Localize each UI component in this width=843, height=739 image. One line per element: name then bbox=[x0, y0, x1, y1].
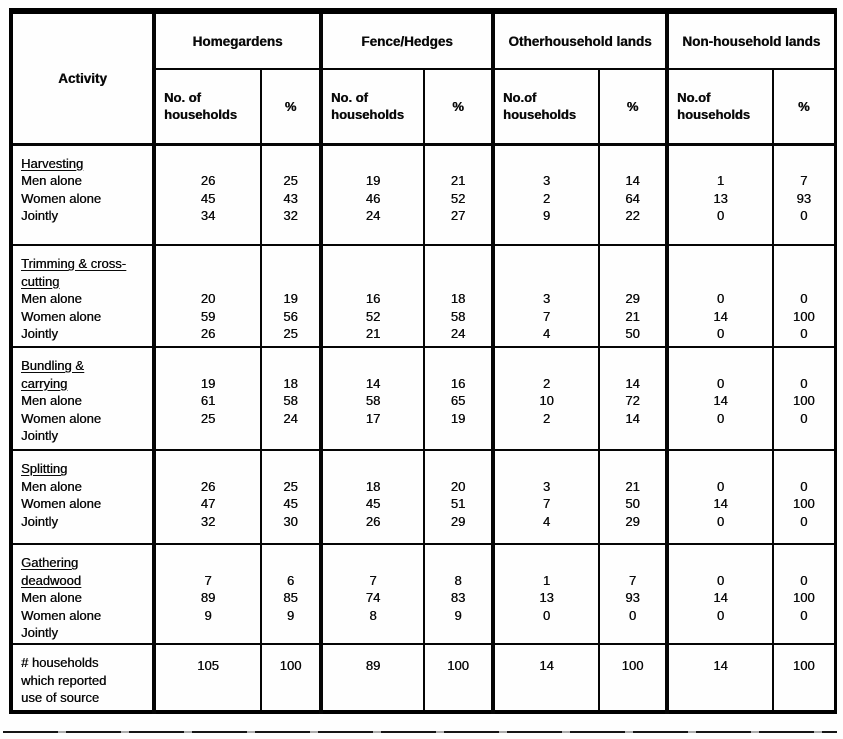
cell-value: 0 bbox=[800, 326, 808, 342]
activity-block-harvesting bbox=[11, 144, 835, 245]
footer-total-row bbox=[11, 644, 835, 712]
cell-value: 74 bbox=[365, 590, 381, 606]
cell-value bbox=[669, 357, 772, 375]
cell-value: 14 bbox=[625, 375, 640, 391]
activity-title-line: Harvesting bbox=[21, 155, 84, 171]
cell-value: 0 bbox=[800, 375, 808, 391]
role-label: Women alone bbox=[21, 410, 101, 426]
cell-value: 56 bbox=[283, 308, 298, 324]
cell-value: 17 bbox=[365, 410, 381, 426]
cell-value bbox=[425, 460, 491, 478]
cell-value bbox=[262, 554, 319, 572]
cell-value: 100 bbox=[792, 590, 815, 606]
cell-value: 18 bbox=[450, 291, 466, 307]
role-label: Women alone bbox=[21, 496, 101, 512]
activity-block-gathering-deadwood bbox=[11, 544, 835, 644]
cell-value: 26 bbox=[365, 513, 381, 529]
cell-value: 20 bbox=[450, 478, 466, 494]
cell-value: 7 bbox=[800, 173, 808, 189]
cell-value bbox=[262, 460, 319, 478]
value-cell bbox=[667, 245, 773, 347]
value-cell bbox=[773, 347, 835, 450]
value-cell bbox=[154, 144, 261, 245]
cell-value: 22 bbox=[625, 208, 640, 224]
cell-value bbox=[669, 460, 772, 478]
cell-value bbox=[156, 554, 260, 572]
footer-value-cell bbox=[154, 644, 261, 712]
cell-value bbox=[425, 554, 491, 572]
cell-value: 4 bbox=[542, 326, 551, 342]
cell-value: 19 bbox=[365, 173, 381, 189]
cell-value: 3 bbox=[542, 291, 551, 307]
value-cell bbox=[599, 450, 667, 544]
subcolumn-percent-fence-hedges: % bbox=[424, 69, 493, 144]
cell-value: 24 bbox=[283, 410, 298, 426]
value-cell bbox=[493, 544, 599, 644]
cell-value bbox=[262, 155, 319, 173]
cell-value: 8 bbox=[454, 572, 462, 588]
cell-value bbox=[600, 255, 665, 273]
column-group-other-household-lands: Otherhousehold lands bbox=[493, 11, 667, 69]
cell-value: 100 bbox=[792, 308, 815, 324]
cell-value: 26 bbox=[200, 173, 216, 189]
cell-value: 20 bbox=[200, 291, 216, 307]
cell-value bbox=[425, 255, 491, 273]
value-cell bbox=[261, 450, 321, 544]
footer-label-cell bbox=[11, 644, 154, 712]
cell-value: 19 bbox=[450, 410, 466, 426]
value-cell bbox=[493, 347, 599, 450]
cell-value: 0 bbox=[800, 513, 808, 529]
cell-value bbox=[323, 554, 423, 572]
cell-value bbox=[425, 155, 491, 173]
role-label: Jointly bbox=[21, 428, 58, 444]
footer-cell-value: 14 bbox=[539, 658, 554, 673]
footer-value-cell bbox=[773, 644, 835, 712]
cell-value: 46 bbox=[365, 190, 381, 206]
cell-value: 9 bbox=[542, 208, 551, 224]
cell-value: 14 bbox=[625, 410, 640, 426]
cell-value: 0 bbox=[716, 572, 725, 588]
value-cell bbox=[154, 450, 261, 544]
cell-value: 7 bbox=[542, 496, 551, 512]
value-cell bbox=[261, 144, 321, 245]
cell-value bbox=[774, 357, 834, 375]
cell-value: 93 bbox=[625, 590, 640, 606]
cell-value bbox=[774, 460, 834, 478]
value-cell bbox=[599, 347, 667, 450]
cell-value: 0 bbox=[800, 607, 808, 623]
role-label: Men alone bbox=[21, 173, 82, 189]
cell-value bbox=[600, 460, 665, 478]
cell-value: 10 bbox=[539, 393, 554, 409]
cell-value bbox=[774, 255, 834, 273]
activity-title-line: Bundling & bbox=[21, 358, 84, 373]
footer-value-cell bbox=[667, 644, 773, 712]
subcolumn-percent-other-household-lands: % bbox=[599, 69, 667, 144]
cell-value: 1 bbox=[542, 572, 551, 588]
cell-value bbox=[425, 357, 491, 375]
cell-value: 2 bbox=[542, 375, 551, 391]
cell-value: 7 bbox=[542, 308, 551, 324]
value-cell bbox=[599, 144, 667, 245]
cell-value: 58 bbox=[283, 393, 298, 409]
cell-value: 93 bbox=[796, 190, 812, 206]
value-cell bbox=[667, 347, 773, 450]
footer-value-cell bbox=[599, 644, 667, 712]
cell-value: 50 bbox=[625, 326, 640, 342]
activity-label-cell-harvesting bbox=[11, 144, 154, 245]
cell-value: 0 bbox=[800, 478, 808, 494]
cell-value: 29 bbox=[625, 291, 640, 307]
cell-value: 25 bbox=[283, 326, 298, 342]
cell-value: 13 bbox=[539, 590, 554, 606]
value-cell bbox=[667, 450, 773, 544]
header-group-row bbox=[11, 11, 835, 69]
footer-cell-value: 89 bbox=[365, 658, 381, 673]
cell-value: 30 bbox=[283, 513, 298, 529]
cell-value: 45 bbox=[283, 496, 298, 512]
cell-value: 65 bbox=[450, 393, 466, 409]
footer-value-cell bbox=[321, 644, 424, 712]
value-cell bbox=[154, 544, 261, 644]
cell-value bbox=[774, 624, 834, 642]
cell-value bbox=[323, 427, 423, 445]
footer-value-cell bbox=[424, 644, 493, 712]
cell-value: 51 bbox=[450, 496, 466, 512]
value-cell bbox=[261, 347, 321, 450]
activity-title-line: carrying bbox=[21, 375, 68, 391]
role-label: Jointly bbox=[21, 625, 58, 641]
cell-value bbox=[600, 427, 665, 445]
value-cell bbox=[773, 544, 835, 644]
cell-value: 52 bbox=[450, 190, 466, 206]
cell-value: 100 bbox=[792, 496, 815, 512]
value-cell bbox=[773, 450, 835, 544]
cell-value bbox=[262, 427, 319, 445]
cell-value: 0 bbox=[716, 607, 725, 623]
cell-value: 14 bbox=[713, 590, 728, 606]
footer-cell-value: 105 bbox=[197, 658, 219, 673]
cell-value: 83 bbox=[450, 590, 466, 606]
table-body bbox=[11, 144, 835, 712]
cell-value: 21 bbox=[625, 478, 640, 494]
footer-cell-value: 14 bbox=[713, 658, 728, 673]
value-cell bbox=[493, 245, 599, 347]
cell-value: 14 bbox=[713, 308, 728, 324]
activity-title-line: Trimming & cross- bbox=[21, 256, 126, 271]
cell-value bbox=[262, 273, 319, 291]
cell-value bbox=[495, 273, 598, 291]
cell-value bbox=[495, 155, 598, 173]
cell-value bbox=[669, 624, 772, 642]
cell-value bbox=[425, 427, 491, 445]
cell-value: 0 bbox=[716, 478, 725, 494]
cell-value: 21 bbox=[625, 308, 640, 324]
cell-value bbox=[774, 273, 834, 291]
column-header-activity: Activity bbox=[11, 11, 154, 144]
cell-value: 0 bbox=[800, 572, 808, 588]
activity-label-cell-gathering-deadwood bbox=[11, 544, 154, 644]
value-cell bbox=[154, 347, 261, 450]
activity-block-splitting bbox=[11, 450, 835, 544]
cell-value bbox=[669, 273, 772, 291]
cell-value: 24 bbox=[450, 326, 466, 342]
cell-value bbox=[425, 273, 491, 291]
cell-value bbox=[495, 357, 598, 375]
subcolumn-households-non-household-lands: No.of households bbox=[667, 69, 773, 144]
cell-value: 0 bbox=[716, 513, 725, 529]
scan-artifact-line bbox=[3, 731, 837, 733]
subcolumn-households-fence-hedges: No. of households bbox=[321, 69, 424, 144]
cell-value: 0 bbox=[716, 375, 725, 391]
cell-value: 52 bbox=[365, 308, 381, 324]
activity-block-trimming-cross-cutting bbox=[11, 245, 835, 347]
cell-value bbox=[156, 255, 260, 273]
cell-value: 14 bbox=[713, 496, 728, 512]
gender-activity-table bbox=[9, 8, 837, 714]
column-group-homegardens: Homegardens bbox=[154, 11, 321, 69]
value-cell bbox=[424, 347, 493, 450]
value-cell bbox=[667, 544, 773, 644]
cell-value: 21 bbox=[365, 326, 381, 342]
activity-title-line: Gathering bbox=[21, 555, 79, 570]
value-cell bbox=[261, 544, 321, 644]
value-cell bbox=[424, 544, 493, 644]
cell-value bbox=[156, 427, 260, 445]
cell-value: 25 bbox=[283, 173, 298, 189]
cell-value: 27 bbox=[450, 208, 466, 224]
footer-cell-value: 100 bbox=[447, 658, 469, 673]
cell-value bbox=[156, 273, 260, 291]
subcolumn-percent-non-household-lands: % bbox=[773, 69, 835, 144]
cell-value bbox=[600, 554, 665, 572]
value-cell bbox=[261, 245, 321, 347]
column-group-fence-hedges: Fence/Hedges bbox=[321, 11, 493, 69]
value-cell bbox=[321, 450, 424, 544]
cell-value: 50 bbox=[625, 496, 640, 512]
table-header bbox=[11, 11, 835, 144]
cell-value: 1 bbox=[716, 173, 725, 189]
activity-label-cell-trimming-cross-cutting bbox=[11, 245, 154, 347]
cell-value: 0 bbox=[716, 326, 725, 342]
cell-value: 24 bbox=[365, 208, 381, 224]
footer-cell-value: 100 bbox=[621, 658, 644, 673]
cell-value: 2 bbox=[542, 190, 551, 206]
cell-value: 29 bbox=[450, 513, 466, 529]
cell-value: 47 bbox=[200, 496, 216, 512]
cell-value bbox=[669, 427, 772, 445]
cell-value bbox=[262, 255, 319, 273]
cell-value bbox=[323, 273, 423, 291]
cell-value bbox=[600, 273, 665, 291]
cell-value: 9 bbox=[286, 607, 295, 623]
cell-value bbox=[774, 427, 834, 445]
cell-value: 59 bbox=[200, 308, 216, 324]
cell-value: 64 bbox=[625, 190, 640, 206]
value-cell bbox=[493, 450, 599, 544]
cell-value: 89 bbox=[200, 590, 216, 606]
cell-value bbox=[495, 255, 598, 273]
subcolumn-percent-homegardens: % bbox=[261, 69, 321, 144]
cell-value: 45 bbox=[365, 496, 381, 512]
cell-value: 58 bbox=[450, 308, 466, 324]
cell-value: 25 bbox=[283, 478, 298, 494]
role-label: Women alone bbox=[21, 607, 101, 623]
role-label: Men alone bbox=[21, 590, 82, 606]
value-cell bbox=[321, 347, 424, 450]
cell-value bbox=[425, 624, 491, 642]
cell-value bbox=[495, 460, 598, 478]
cell-value: 3 bbox=[542, 173, 551, 189]
footer-cell-value: 100 bbox=[279, 658, 302, 673]
cell-value: 45 bbox=[200, 190, 216, 206]
cell-value: 0 bbox=[716, 208, 725, 224]
cell-value: 7 bbox=[628, 572, 637, 588]
value-cell bbox=[599, 245, 667, 347]
footer-label-line: which reported bbox=[21, 672, 107, 688]
footer-value-cell bbox=[493, 644, 599, 712]
role-label: Men alone bbox=[21, 478, 82, 494]
value-cell bbox=[424, 245, 493, 347]
cell-value: 100 bbox=[792, 393, 815, 409]
value-cell bbox=[321, 144, 424, 245]
cell-value: 16 bbox=[365, 291, 381, 307]
cell-value: 0 bbox=[800, 291, 808, 307]
cell-value: 29 bbox=[625, 513, 640, 529]
value-cell bbox=[424, 144, 493, 245]
column-group-non-household-lands: Non-household lands bbox=[667, 11, 835, 69]
cell-value: 13 bbox=[713, 190, 728, 206]
cell-value bbox=[774, 155, 834, 173]
cell-value: 34 bbox=[200, 208, 216, 224]
cell-value: 32 bbox=[200, 513, 216, 529]
cell-value bbox=[156, 155, 260, 173]
cell-value bbox=[495, 554, 598, 572]
cell-value: 19 bbox=[200, 375, 216, 391]
value-cell bbox=[321, 544, 424, 644]
cell-value bbox=[323, 357, 423, 375]
cell-value: 6 bbox=[286, 572, 295, 588]
cell-value bbox=[262, 357, 319, 375]
cell-value: 14 bbox=[713, 393, 728, 409]
activity-label-cell-splitting bbox=[11, 450, 154, 544]
value-cell bbox=[773, 144, 835, 245]
role-label: Men alone bbox=[21, 291, 82, 307]
activity-title-line: cutting bbox=[21, 273, 60, 289]
role-label: Jointly bbox=[21, 513, 58, 529]
cell-value bbox=[323, 155, 423, 173]
cell-value bbox=[600, 624, 665, 642]
footer-cell-value: 100 bbox=[792, 658, 815, 673]
cell-value: 7 bbox=[369, 572, 377, 588]
activity-title-line: deadwood bbox=[21, 572, 81, 588]
cell-value: 25 bbox=[200, 410, 216, 426]
cell-value: 58 bbox=[365, 393, 381, 409]
role-label: Jointly bbox=[21, 326, 58, 342]
cell-value: 0 bbox=[800, 208, 808, 224]
value-cell bbox=[154, 245, 261, 347]
activity-block-bundling-carrying bbox=[11, 347, 835, 450]
cell-value: 0 bbox=[716, 410, 725, 426]
cell-value: 21 bbox=[450, 173, 466, 189]
cell-value: 16 bbox=[450, 375, 466, 391]
footer-value-cell bbox=[261, 644, 321, 712]
cell-value: 0 bbox=[542, 607, 551, 623]
cell-value: 7 bbox=[204, 572, 212, 588]
cell-value: 4 bbox=[542, 513, 551, 529]
footer-label-line: # households bbox=[21, 655, 99, 670]
cell-value: 2 bbox=[542, 410, 551, 426]
subcolumn-households-homegardens: No. of households bbox=[154, 69, 261, 144]
cell-value bbox=[262, 624, 319, 642]
cell-value: 14 bbox=[625, 173, 640, 189]
cell-value: 26 bbox=[200, 326, 216, 342]
value-cell bbox=[667, 144, 773, 245]
cell-value: 14 bbox=[365, 375, 381, 391]
cell-value bbox=[669, 554, 772, 572]
cell-value bbox=[600, 155, 665, 173]
cell-value: 18 bbox=[365, 478, 381, 494]
cell-value: 18 bbox=[283, 375, 298, 391]
cell-value: 61 bbox=[200, 393, 216, 409]
cell-value bbox=[323, 255, 423, 273]
value-cell bbox=[424, 450, 493, 544]
cell-value bbox=[323, 460, 423, 478]
cell-value bbox=[495, 427, 598, 445]
cell-value bbox=[495, 624, 598, 642]
cell-value: 0 bbox=[800, 410, 808, 426]
cell-value: 26 bbox=[200, 478, 216, 494]
cell-value: 0 bbox=[716, 291, 725, 307]
value-cell bbox=[773, 245, 835, 347]
subcolumn-households-other-household-lands: No.of households bbox=[493, 69, 599, 144]
cell-value: 19 bbox=[283, 291, 298, 307]
role-label: Women alone bbox=[21, 308, 101, 324]
cell-value bbox=[323, 624, 423, 642]
value-cell bbox=[599, 544, 667, 644]
cell-value bbox=[156, 460, 260, 478]
cell-value: 85 bbox=[283, 590, 298, 606]
role-label: Jointly bbox=[21, 208, 58, 224]
cell-value: 72 bbox=[625, 393, 640, 409]
cell-value bbox=[669, 155, 772, 173]
cell-value: 9 bbox=[204, 607, 212, 623]
footer-label-line: use of source bbox=[21, 690, 100, 706]
role-label: Women alone bbox=[21, 190, 101, 206]
cell-value bbox=[156, 624, 260, 642]
cell-value bbox=[156, 357, 260, 375]
cell-value bbox=[774, 554, 834, 572]
cell-value bbox=[600, 357, 665, 375]
cell-value: 0 bbox=[628, 607, 637, 623]
activity-label-cell-bundling-carrying bbox=[11, 347, 154, 450]
cell-value: 8 bbox=[369, 607, 377, 623]
cell-value bbox=[669, 255, 772, 273]
value-cell bbox=[493, 144, 599, 245]
value-cell bbox=[321, 245, 424, 347]
activity-title-line: Splitting bbox=[21, 461, 68, 476]
cell-value: 43 bbox=[283, 190, 298, 206]
cell-value: 9 bbox=[454, 607, 462, 623]
cell-value: 32 bbox=[283, 208, 298, 224]
role-label: Men alone bbox=[21, 393, 82, 409]
cell-value: 3 bbox=[542, 478, 551, 494]
